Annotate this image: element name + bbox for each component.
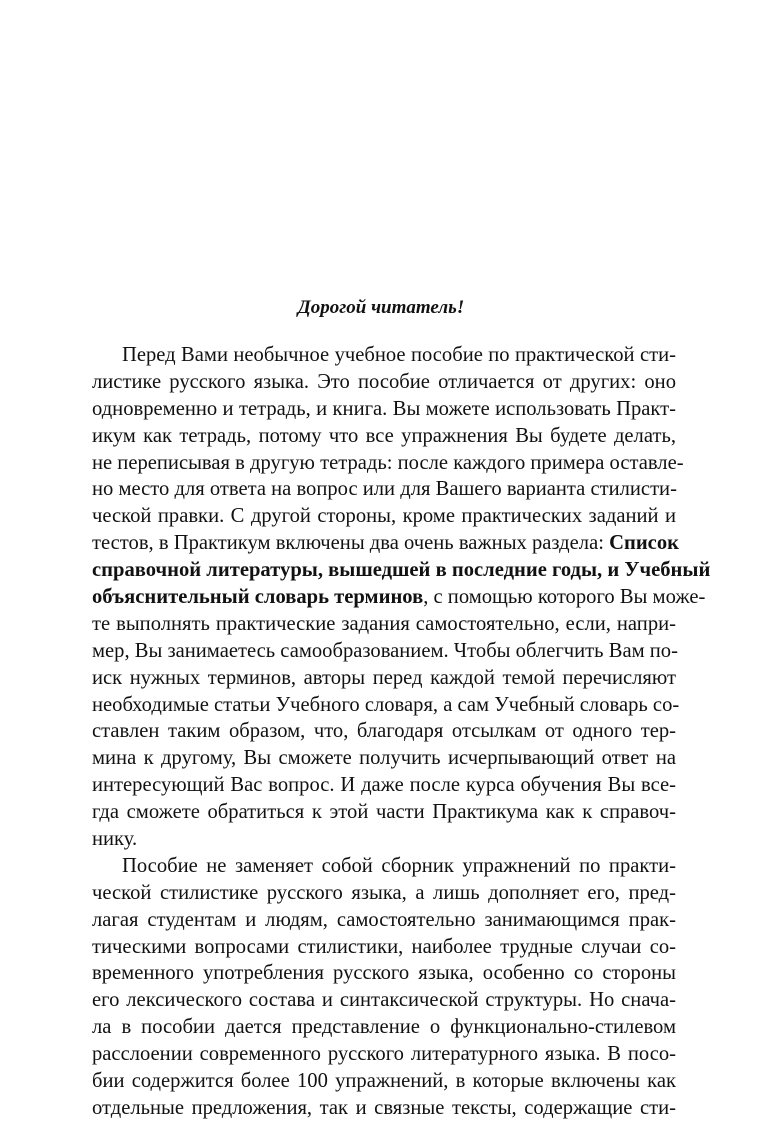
- page-heading: Дорогой читатель!: [297, 297, 465, 318]
- text-line: бии содержится более 100 упражнений, в которые включены как: [92, 1070, 676, 1093]
- text-line: те выполнять практические задания самостоятельно, если, напри-: [92, 612, 676, 635]
- text-line: необходимые статьи Учебного словаря, а сам Учебный словарь со-: [92, 693, 680, 716]
- text-line: одновременно и тетрадь, и книга. Вы можете использовать Практ-: [92, 397, 676, 420]
- text-line: нику.: [92, 828, 138, 851]
- text-line: икум как тетрадь, потому что все упражнения Вы будете делать,: [92, 424, 676, 447]
- text-line: гда сможете обратиться к этой части Практикума как к справоч-: [92, 801, 676, 824]
- text-line: Пособие не заменяет собой сборник упражнений по практи-: [122, 854, 676, 877]
- text-line: объяснительный словарь терминов, с помощью которого Вы може-: [92, 586, 706, 609]
- text-line: ческой правки. С другой стороны, кроме практических заданий и: [92, 505, 676, 528]
- text-line: но место для ответа на вопрос или для Вашего варианта стилисти-: [92, 478, 677, 501]
- text-line: ла в пособии дается представление о функционально-стилевом: [92, 1016, 676, 1039]
- text-line: справочной литературы, вышедшей в последние годы, и Учебный: [92, 559, 711, 582]
- text-line: листике русского языка. Это пособие отличается от других: оно: [92, 370, 676, 393]
- text-line: интересующий Вас вопрос. И даже после курса обучения Вы все-: [92, 774, 676, 797]
- text-line: мина к другому, Вы сможете получить исчерпывающий ответ на: [92, 747, 676, 770]
- text-line: не переписывая в другую тетрадь: после каждого примера оставле-: [92, 451, 684, 474]
- text-line: лагая студентам и людям, самостоятельно занимающимся прак-: [92, 908, 676, 931]
- bold-term: объяснительный словарь терминов: [92, 586, 424, 609]
- text-line: иск нужных терминов, авторы перед каждой темой перечисляют: [92, 666, 676, 689]
- text-line: его лексического состава и синтаксической структуры. Но снача-: [92, 989, 676, 1012]
- text-line: ставлен таким образом, что, благодаря отсылкам от одного тер-: [92, 720, 676, 743]
- text-line: ческой стилистике русского языка, а лишь дополняет его, пред-: [92, 881, 676, 904]
- text-line: мер, Вы занимаетесь самообразованием. Чтобы облегчить Вам по-: [92, 639, 678, 662]
- text-line: тестов, в Практикум включены два очень важных раздела: Список: [92, 532, 679, 555]
- bold-term: Список: [609, 532, 679, 555]
- body-text: [92, 342, 711, 1122]
- text-line: расслоении современного русского литературного языка. В посо-: [92, 1043, 676, 1066]
- text-line: Перед Вами необычное учебное пособие по практической сти-: [122, 344, 676, 366]
- text-line: отдельные предложения, так и связные тексты, содержащие сти-: [92, 1096, 676, 1119]
- text-line: временного употребления русского языка, особенно со стороны: [92, 962, 676, 985]
- text-line: тическими вопросами стилистики, наиболее трудные случаи со-: [92, 935, 676, 958]
